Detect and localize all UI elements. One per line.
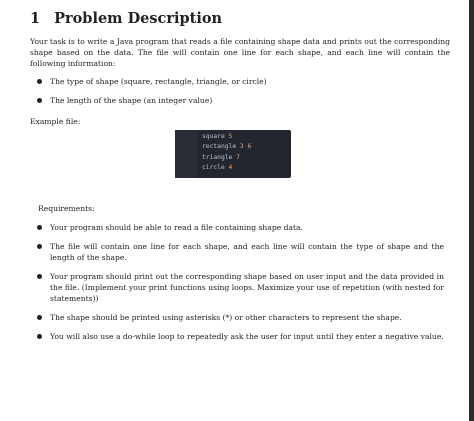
bullet-icon [37, 79, 42, 84]
list-item-text: The file will contain one line for each shape, and each line will contain the type of shape and the length of the shape. [50, 242, 444, 262]
list-item-text: Your program should print out the corresponding shape based on user input and the data provided in the file. (Implement your print functions using loops. Maximize your use of repetition (with nested for statements)) [50, 272, 444, 303]
code-line: circle 4 [202, 164, 233, 172]
code-gutter [175, 130, 197, 178]
list-item [36, 331, 444, 342]
list-item-text: You will also use a do-while loop to repeatedly ask the user for input until they enter a negative value. [50, 332, 444, 341]
section-title: Problem Description [54, 10, 223, 27]
list-item [36, 76, 267, 87]
list-item [36, 222, 444, 233]
section-heading [30, 10, 222, 27]
code-line: square 5 [202, 133, 233, 140]
intro-paragraph: Your task is to write a Java program that reads a file containing shape data and prints out the corresponding shape based on the data. The file will contain one line for each shape, and each line will contain the following information: [30, 37, 450, 68]
bullet-icon [37, 274, 42, 279]
requirements-label: Requirements: [38, 204, 95, 213]
list-item-text: Your program should be able to read a file containing shape data. [50, 223, 303, 232]
bullet-icon [37, 315, 42, 320]
list-item [36, 312, 444, 323]
list-item [36, 271, 444, 304]
requirements-list [36, 222, 444, 350]
code-line: triangle 7 [202, 153, 240, 161]
list-item [36, 95, 267, 106]
bullet-icon [37, 225, 42, 230]
bullet-icon [37, 334, 42, 339]
list-item [36, 241, 444, 263]
example-label: Example file: [30, 117, 81, 126]
list-item-text: The length of the shape (an integer value) [50, 96, 213, 105]
code-line: rectangle 3 6 [202, 143, 252, 151]
bullet-icon [37, 244, 42, 249]
section-number: 1 [30, 10, 41, 27]
bullet-icon [37, 98, 42, 103]
example-code-block [175, 130, 291, 178]
code-lines [202, 132, 251, 174]
info-list [36, 76, 267, 114]
viewer-edge [469, 0, 474, 421]
list-item-text: The shape should be printed using asterisks (*) or other characters to represent the shape. [50, 313, 402, 322]
list-item-text: The type of shape (square, rectangle, triangle, or circle) [50, 77, 267, 86]
